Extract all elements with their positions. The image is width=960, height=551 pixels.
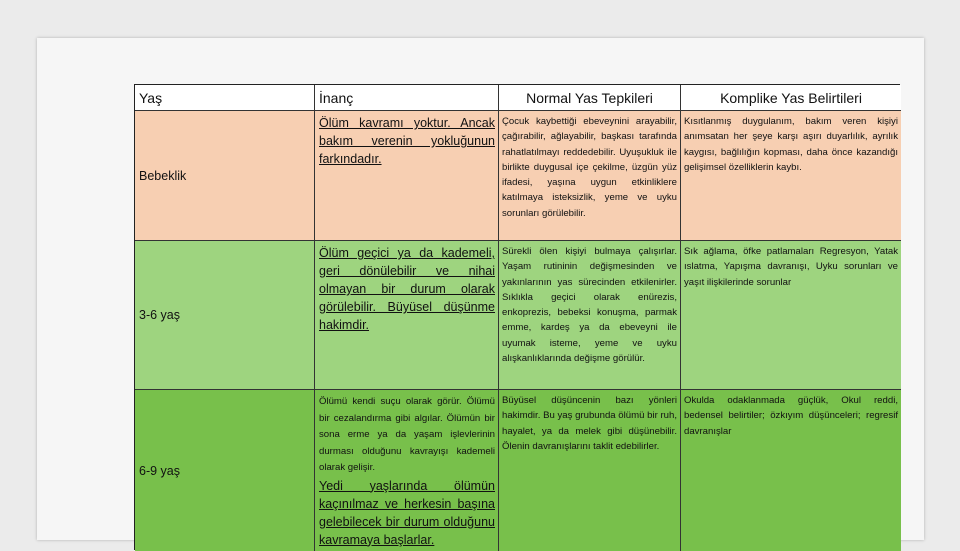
header-normal-reactions: Normal Yas Tepkileri [499,85,681,111]
grief-table [134,84,900,550]
age-cell-infancy [135,111,315,241]
complicated-cell-3-6: Sık ağlama, öfke patlamaları Regresyon, Yatak ıslatma, Yapışma davranışı, Uyku sorunları ve yaşıt ilişkilerinde sorunlar [681,241,901,390]
age-label: Bebeklik [139,168,187,183]
complicated-cell-infancy: Kısıtlanmış duygulanım, bakım veren kişiyi anımsatan her şeye karşı aşırı duyarlılık, ayrılık kaygısı, bağlılığın kopması, daha önce kazandığı gelişimsel özelliklerin kaybı. [681,111,901,241]
age-cell-6-9 [135,390,315,551]
normal-cell-3-6: Sürekli ölen kişiyi bulmaya çalışırlar. Yaşam rutininin değişmesinden ve yakınlarının yas sürecinden etkilenirler. Sıklıkla geçici olarak enürezis, enkoprezis, bebeksi konuşma, parmak emme, kardeş ya da ebeveyni ile uyumak isteme, yeme ve uyku alışkanlıklarında değişme görülür. [499,241,681,390]
slide [37,38,924,547]
belief-cell-3-6: Ölüm geçici ya da kademeli, geri dönülebilir ve nihai olmayan bir durum olarak görülebilir. Büyüsel düşünme hakimdir. [315,241,499,390]
normal-cell-infancy: Çocuk kaybettiği ebeveynini arayabilir, çağırabilir, ağlayabilir, başkası tarafında rahatlatılmayı reddedebilir. Uyuşukluk ile birlikte duygusal içe çekilme, üzgün yüz ifadesi, yaşına uygun etkinliklere katılmaya isteksizlik, yeme ve uyku sorunları görülebilir. [499,111,681,241]
age-label: 6-9 yaş [139,463,180,478]
normal-cell-6-9: Büyüsel düşüncenin bazı yönleri hakimdir. Bu yaş grubunda ölümü bir ruh, hayalet, ya da melek gibi düşünebilir. Ölenin davranışlarını taklit edebilirler. [499,390,681,551]
age-label: 3-6 yaş [139,308,180,322]
belief-cell-6-9 [315,390,499,551]
belief-text: Ölümü kendi suçu olarak görür. Ölümü bir cezalandırma gibi algılar. Ölümün bir sona erme ya da yaşam işlevlerinin durması olduğunu kavrayışı kademeli olarak gelişir. [319,396,495,473]
age-cell-3-6 [135,241,315,390]
complicated-cell-6-9: Okulda odaklanmada güçlük, Okul reddi, bedensel belirtiler; özkıyım düşünceleri; regresif davranışlar [681,390,901,551]
belief-text-underlined: Yedi yaşlarında ölümün kaçınılmaz ve herkesin başına gelebilecek bir durum olduğunu kavramaya başlarlar. [319,478,495,547]
header-belief: İnanç [315,85,499,111]
header-age: Yaş [135,85,315,111]
belief-cell-infancy: Ölüm kavramı yoktur. Ancak bakım verenin yokluğunun farkındadır. [315,111,499,241]
header-complicated-symptoms: Komplike Yas Belirtileri [681,85,901,111]
